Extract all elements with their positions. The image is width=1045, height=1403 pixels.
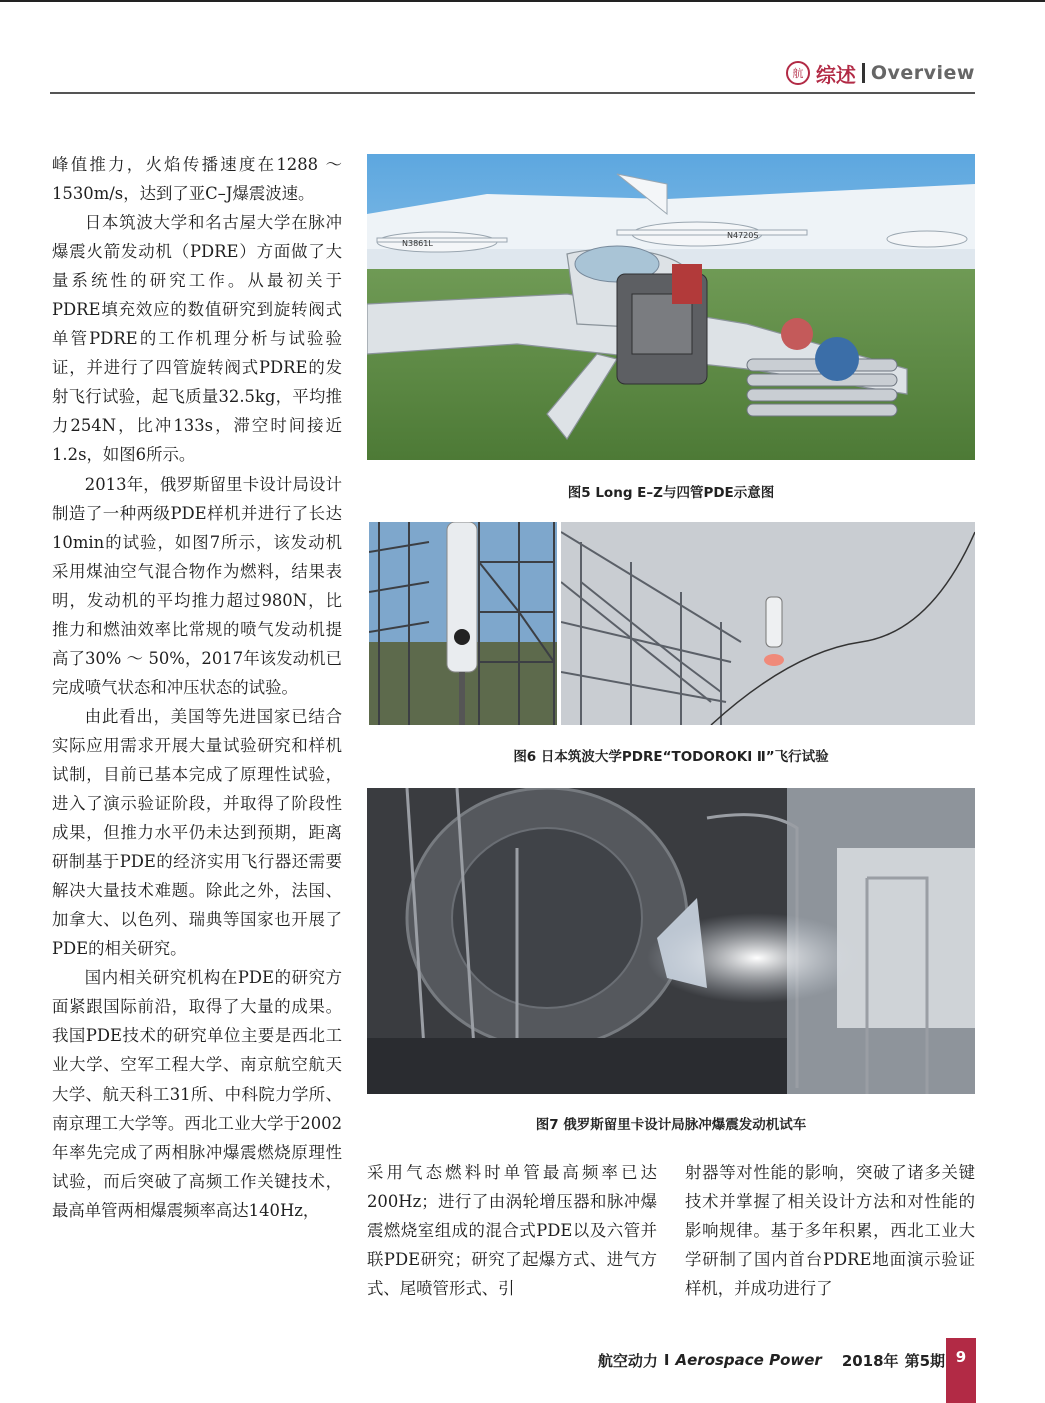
section-separator	[862, 63, 865, 83]
paragraph: 国内相关研究机构在PDE的研究方面紧跟国际前沿，取得了大量的成果。我国PDE技术的研究单位主要是西北工业大学、空军工程大学、南京航空航天大学、航天科工31所、中科院力学所、南京理工大学等。西北工业大学于2002年率先完成了两相脉冲爆震燃烧原理性试验，而后突破了高频工作关键技术，最高单管两相爆震频率高达140Hz，	[52, 968, 342, 1220]
figure-6-photo-left	[369, 522, 557, 725]
paragraph: 采用气态燃料时单管最高频率已达200Hz；进行了由涡轮增压器和脉冲爆震燃烧室组成的混合式PDE以及六管并联PDE研究；研究了起爆方式、进气方式、尾喷管形式、引	[367, 1163, 657, 1299]
journal-logo-icon	[786, 61, 810, 85]
section-header	[786, 60, 975, 86]
section-title-cn: 综述	[815, 62, 856, 87]
paragraph: 由此看出，美国等先进国家已结合实际应用需求开展大量试验研究和样机试制，目前已基本完成了原理性试验，进入了演示验证阶段，并取得了阶段性成果，但推力水平仍未达到预期，距离研制基于PDE的经济实用飞行器还需要解决大量技术难题。除此之外，法国、加拿大、以色列、瑞典等国家也开展了PDE的相关研究。	[52, 706, 342, 959]
page-footer	[560, 1350, 945, 1370]
section-title-en: Overview	[870, 62, 975, 84]
header-rule	[50, 92, 975, 94]
aircraft-registration-2: N4720S	[727, 231, 759, 240]
paragraph: 峰值推力，火焰传播速度在1288 ～ 1530m/s，达到了亚C–J爆震波速。	[52, 155, 342, 204]
aircraft-registration-1: N3861L	[402, 239, 433, 248]
paragraph: 射器等对性能的影响，突破了诸多关键技术并掌握了相关设计方法和对性能的影响规律。基于多年积累，西北工业大学研制了国内首台PDRE地面演示验证样机，并成功进行了	[685, 1163, 975, 1299]
issue-year: 2018年	[841, 1351, 899, 1370]
paragraph: 日本筑波大学和名古屋大学在脉冲爆震火箭发动机（PDRE）方面做了大量系统性的研究工作。从最初关于PDRE填充效应的数值研究到旋转阀式单管PDRE的工作机理分析与试验验证，并进行了四管旋转阀式PDRE的发射飞行试验，起飞质量32.5kg，平均推力254N，比冲133s，滞空时间接近1.2s，如图6所示。	[52, 213, 342, 465]
figure-5-caption: 图5 Long E–Z与四管PDE示意图	[567, 485, 775, 501]
issue-number: 第5期	[904, 1351, 945, 1370]
journal-name-en: Aerospace Power	[675, 1351, 822, 1369]
figure-6-photo-right	[561, 522, 975, 725]
bottom-right-text-column	[685, 1158, 975, 1303]
figure-6-caption: 图6 日本筑波大学PDRE“TODOROKI Ⅱ”飞行试验	[513, 749, 829, 765]
figure-7-caption: 图7 俄罗斯留里卡设计局脉冲爆震发动机试车	[535, 1117, 807, 1133]
top-border	[0, 0, 1045, 2]
paragraph: 2013年，俄罗斯留里卡设计局设计制造了一种两级PDE样机并进行了长达10min的试验，如图7所示，该发动机采用煤油空气混合物作为燃料，结果表明，发动机的平均推力超过980N，比推力和燃油效率比常规的喷气发动机提高了30% ～ 50%，2017年该发动机已完成喷气状态和冲压状态的试验。	[52, 474, 342, 697]
figure-7-photo	[367, 788, 975, 1094]
figure-5-photo	[367, 154, 975, 460]
journal-name-cn: 航空动力	[597, 1351, 658, 1370]
page-number-tab	[946, 1338, 976, 1403]
logo-glyph: 航	[792, 67, 804, 80]
bottom-middle-text-column	[367, 1158, 657, 1303]
page-number: 9	[955, 1348, 967, 1366]
left-text-column	[52, 150, 342, 1225]
footer-separator: I	[663, 1351, 670, 1369]
